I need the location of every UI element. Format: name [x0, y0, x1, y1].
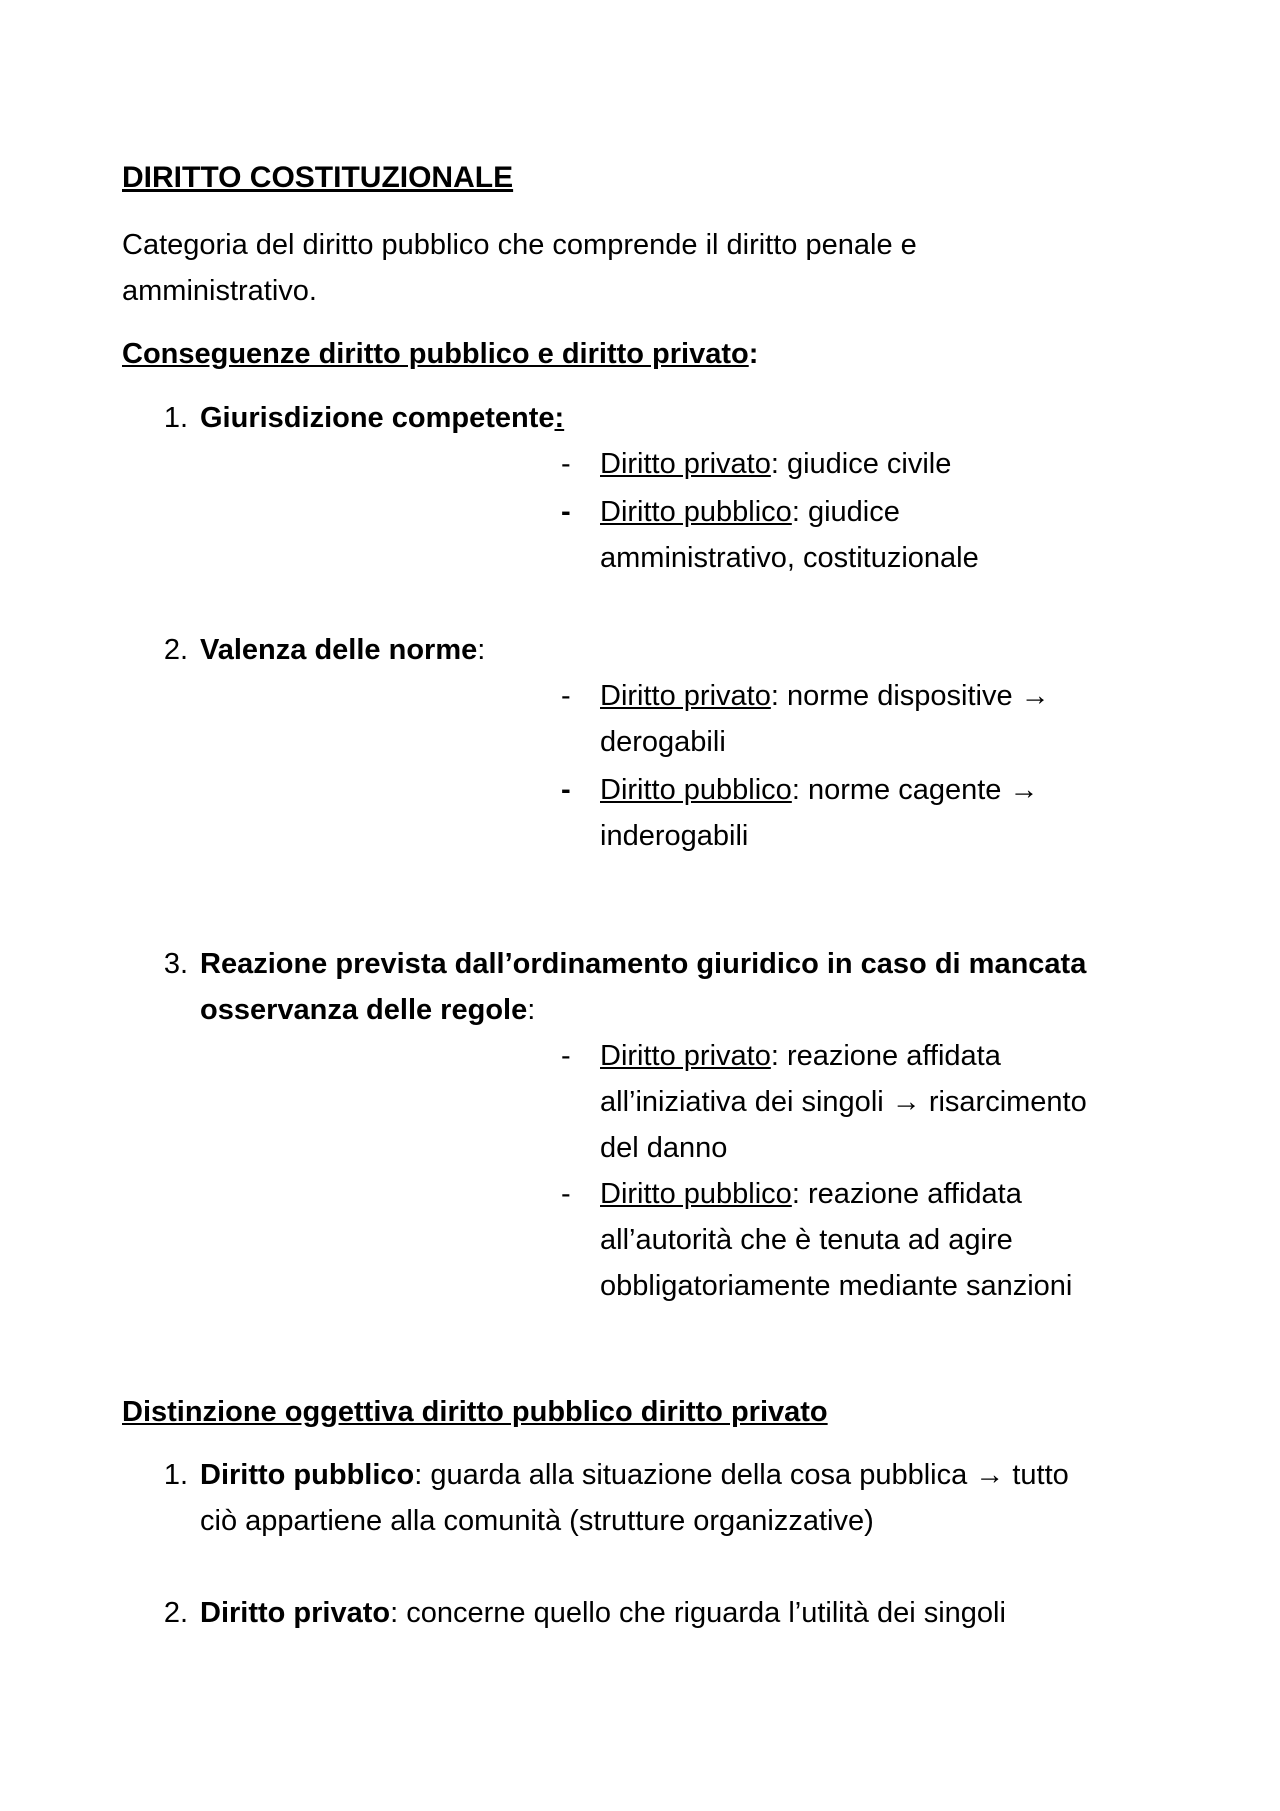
item-2-bullet-2-dash: - [561, 774, 571, 806]
item-2-bullet-1-term: Diritto privato [600, 680, 771, 712]
item-2-label-row [200, 627, 485, 673]
item-2-bullet-2-text: : norme cagente → [791, 774, 1039, 806]
item-3-bullet-1 [600, 1033, 1001, 1079]
item-1-bullet-2-line-2: amministrativo, costituzionale [600, 542, 979, 574]
document-title: DIRITTO COSTITUZIONALE [122, 161, 514, 194]
section-2-item-2-number: 2. [163, 1597, 188, 1629]
section-2-item-1-text: : guarda alla situazione della cosa pubblica → tutto [414, 1459, 1069, 1491]
section-2-item-2 [200, 1590, 1006, 1636]
item-2-bullet-2 [600, 767, 1038, 813]
item-1-bullet-2-text: : giudice [791, 496, 900, 528]
item-3-bullet-1-dash: - [561, 1040, 571, 1072]
section-2-item-2-label: Diritto privato [200, 1597, 391, 1629]
item-3-bullet-2-dash: - [561, 1178, 571, 1210]
section-2-item-1-label: Diritto pubblico [200, 1459, 415, 1491]
item-1-number: 1. [163, 402, 188, 434]
item-2-label-suffix: : [477, 634, 486, 666]
item-1-bullet-1-dash: - [561, 448, 571, 480]
section-1-heading-colon: : [748, 338, 759, 370]
section-2-item-1-number: 1. [163, 1459, 188, 1491]
item-2-bullet-1 [600, 673, 1050, 719]
section-2-heading: Distinzione oggettiva diritto pubblico diritto privato [122, 1396, 828, 1428]
section-2-item-1 [200, 1452, 1069, 1498]
section-2-item-1-line-2: ciò appartiene alla comunità (strutture organizzative) [200, 1505, 874, 1537]
item-3-label-line-2: osservanza delle regole [200, 994, 528, 1026]
item-3-bullet-1-line-3: del danno [600, 1132, 728, 1164]
section-2-item-2-text: : concerne quello che riguarda l’utilità dei singoli [390, 1597, 1006, 1629]
item-2-label: Valenza delle norme [200, 634, 478, 666]
item-1-bullet-1-text: : giudice civile [770, 448, 952, 480]
item-1-label-row [200, 395, 564, 441]
item-3-bullet-1-line-2: all’iniziativa dei singoli → risarcimento [600, 1086, 1087, 1118]
item-3-bullet-2-line-2: all’autorità che è tenuta ad agire [600, 1224, 1013, 1256]
item-1-bullet-1 [600, 441, 951, 487]
item-1-bullet-1-term: Diritto privato [600, 448, 771, 480]
intro-line-1: Categoria del diritto pubblico che comprende il diritto penale e [122, 229, 917, 261]
item-3-bullet-2-term: Diritto pubblico [600, 1178, 792, 1210]
item-3-number: 3. [163, 948, 188, 980]
item-2-bullet-1-text: : norme dispositive → [770, 680, 1050, 712]
section-1-heading: Conseguenze diritto pubblico e diritto privato [122, 338, 749, 370]
item-2-bullet-2-term: Diritto pubblico [600, 774, 792, 806]
item-1-bullet-2 [600, 489, 900, 535]
item-3-label-suffix: : [527, 994, 536, 1026]
item-1-bullet-2-term: Diritto pubblico [600, 496, 792, 528]
item-3-bullet-2 [600, 1171, 1022, 1217]
item-2-number: 2. [163, 634, 188, 666]
item-2-bullet-1-dash: - [561, 680, 571, 712]
item-3-bullet-1-term: Diritto privato [600, 1040, 771, 1072]
item-1-label: Giurisdizione competente [200, 402, 555, 434]
intro-line-2: amministrativo. [122, 275, 317, 307]
item-3-bullet-2-text: : reazione affidata [791, 1178, 1022, 1210]
item-3-label-line-1: Reazione prevista dall’ordinamento giuridico in caso di mancata [200, 948, 1087, 980]
item-3-bullet-1-text: : reazione affidata [770, 1040, 1001, 1072]
item-1-label-suffix: : [554, 402, 565, 434]
item-2-bullet-2-line-2: inderogabili [600, 820, 749, 852]
item-3-label-row-2 [200, 987, 535, 1033]
item-1-bullet-2-dash: - [561, 496, 571, 528]
item-3-bullet-2-line-3: obbligatoriamente mediante sanzioni [600, 1270, 1073, 1302]
item-2-bullet-1-line-2: derogabili [600, 726, 726, 758]
section-1-heading-row [122, 331, 758, 377]
